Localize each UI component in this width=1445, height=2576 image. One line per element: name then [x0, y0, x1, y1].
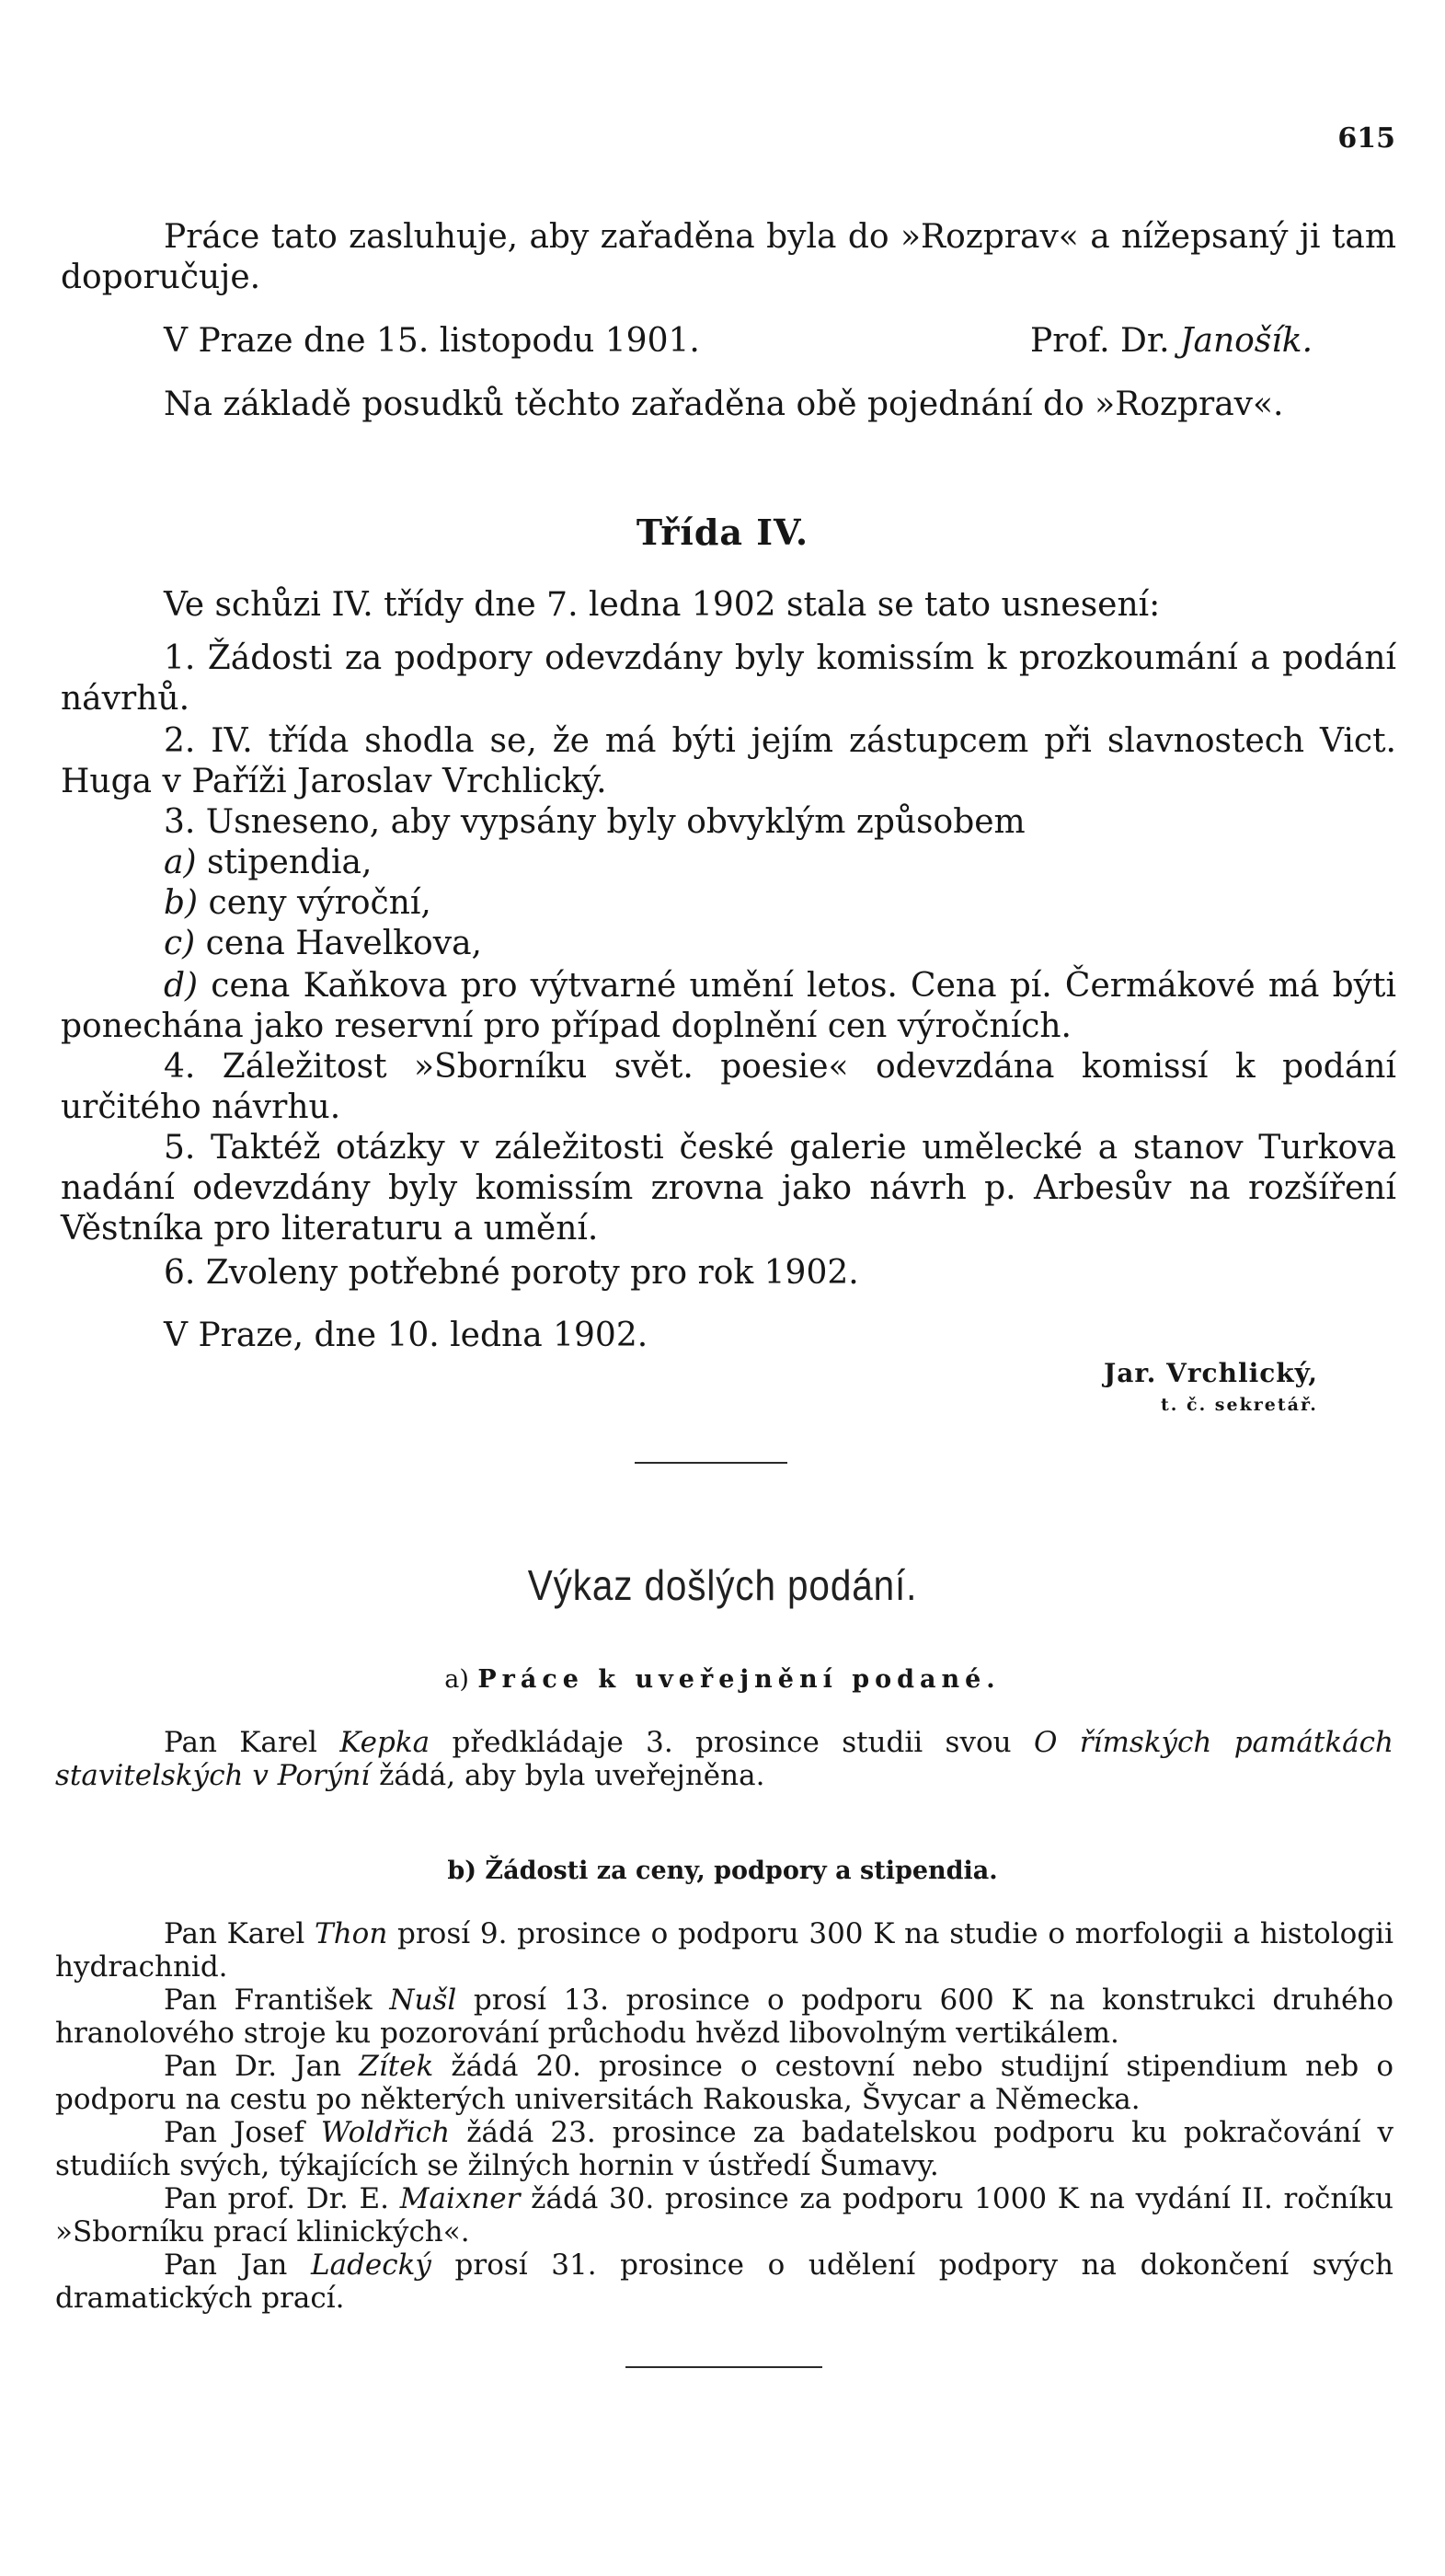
report-title: Výkaz došlých podání.	[527, 1561, 918, 1609]
list-item: Pan Jan Ladecký prosí 31. prosince o udělení podpory na dokončení svých dramatických prací.	[55, 2248, 1393, 2315]
section-b-heading: b) Žádosti za ceny, podpory a stipendia.	[447, 1857, 998, 1885]
list-item: Pan Josef Woldřich žádá 23. prosince za badatelskou podporu ku pokračování v studiích svých, týkajících se žilných hornin v ústředí Šumavy.	[55, 2116, 1393, 2182]
resolution-item-6: 6. Zvoleny potřebné poroty pro rok 1902.	[164, 1254, 859, 1292]
session-line: Ve schůzi IV. třídy dne 7. ledna 1902 stala se tato usnesení:	[164, 586, 1161, 624]
resolution-item-1: 1. Žádosti za podpory odevzdány byly komissím k prozkoumání a podání návrhů.	[61, 639, 1396, 718]
secretary-title: t. č. sekretář.	[1161, 1395, 1318, 1415]
list-item: Pan Dr. Jan Zítek žádá 20. prosince o cestovní nebo studijní stipendium neb o podporu na cestu po některých universitách Rakouska, Švycar a Německa.	[55, 2050, 1393, 2116]
section-divider	[635, 1462, 787, 1464]
sub-item-a-letter: a)	[164, 844, 197, 881]
signer-line	[1030, 322, 1313, 360]
sub-item-d-letter: d)	[164, 967, 199, 1005]
secretary-signature: Jar. Vrchlický,	[1104, 1358, 1319, 1388]
resolution-item-2: 2. IV. třída shodla se, že má býti jejím zástupcem při slavnostech Vict. Huga v Paříži Jaroslav Vrchlický.	[61, 722, 1396, 800]
resolution-item-4: 4. Záležitost »Sborníku svět. poesie« odevzdána komissí k podání určitého návrhu.	[61, 1048, 1396, 1126]
date-line: V Praze dne 15. listopodu 1901.	[164, 322, 700, 360]
sub-item-b-letter: b)	[164, 884, 199, 922]
sub-item-a: a) stipendia,	[164, 844, 373, 881]
conclusion-line: Na základě posudků těchto zařaděna obě pojednání do »Rozprav«.	[164, 385, 1284, 423]
sub-item-c: c) cena Havelkova,	[164, 925, 482, 962]
list-item: Pan František Nušl prosí 13. prosince o podporu 600 K na konstrukci druhého hranolového stroje ku pozorování průchodu hvězd libovolným vertikálem.	[55, 1984, 1393, 2050]
sub-item-b: b) ceny výroční,	[164, 884, 431, 922]
sub-item-c-letter: c)	[164, 925, 196, 962]
section-heading: Třída IV.	[636, 512, 809, 553]
closing-divider	[625, 2366, 822, 2368]
section-a-entry: Pan Karel Kepka předkládaje 3. prosince studii svou O římských památkách stavitelských v Porýní žádá, aby byla uveřejněna.	[55, 1726, 1393, 1792]
signer-prefix: Prof. Dr.	[1030, 322, 1170, 360]
session-date: V Praze, dne 10. ledna 1902.	[164, 1317, 648, 1354]
signer-name: Janošík.	[1180, 322, 1313, 360]
resolution-item-3: 3. Usneseno, aby vypsány byly obvyklým způsobem	[164, 803, 1026, 841]
page-number: 615	[1337, 122, 1395, 155]
list-item: Pan Karel Thon prosí 9. prosince o podporu 300 K na studie o morfologii a histologii hydrachnid.	[55, 1917, 1393, 1984]
sub-item-d: d) cena Kaňkova pro výtvarné umění letos. Cena pí. Čermákové má býti ponechána jako reservní pro případ doplnění cen výročních.	[61, 967, 1397, 1045]
section-a-heading: a) Práce k uveřejnění podané.	[444, 1665, 1001, 1694]
recommendation-paragraph: Práce tato zasluhuje, aby zařaděna byla do »Rozprav« a nížepsaný ji tam doporučuje.	[61, 218, 1396, 296]
resolution-item-5: 5. Taktéž otázky v záležitosti české galerie umělecké a stanov Turkova nadání odevzdány byly komissím zrovna jako návrh p. Arbesův na rozšíření Věstníka pro literaturu a umění.	[61, 1129, 1396, 1248]
list-item: Pan prof. Dr. E. Maixner žádá 30. prosince za podporu 1000 K na vydání II. ročníku »Sborníku prací klinických«.	[55, 2182, 1394, 2248]
